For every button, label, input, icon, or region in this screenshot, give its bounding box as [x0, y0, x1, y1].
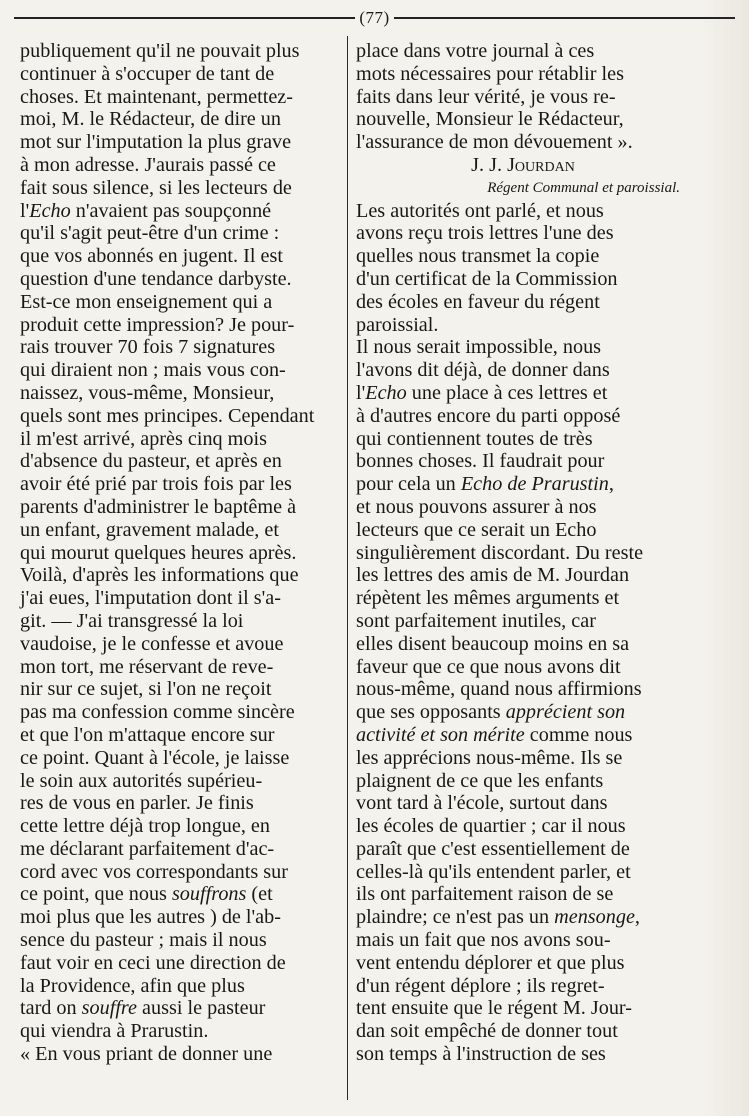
text-line: les écoles de quartier ; car il nous: [356, 815, 626, 838]
text-line: l'assurance de mon dévouement ».: [356, 131, 633, 154]
text-line: j'ai eues, l'imputation dont il s'a-: [20, 587, 281, 610]
column-divider: [347, 36, 348, 1100]
text-line: lecteurs que ce serait un Echo: [356, 518, 597, 541]
text-line: d'un certificat de la Commission: [356, 267, 618, 290]
text-line: l'avons dit déjà, de donner dans: [356, 359, 610, 382]
text-line: me déclarant parfaitement d'ac-: [20, 837, 275, 860]
text-line: qui mourut quelques heures après.: [20, 541, 297, 564]
text-line: choses. Et maintenant, permettez-: [20, 85, 293, 108]
left-column: [20, 40, 338, 1066]
text-line: ils ont parfaitement raison de se: [356, 883, 614, 906]
text-line: rais trouver 70 fois 7 signatures: [20, 336, 276, 359]
text-line: continuer à s'occuper de tant de: [20, 62, 275, 85]
text-line: mon tort, me réservant de reve-: [20, 655, 274, 678]
text-line: pas ma confession comme sincère: [20, 701, 295, 724]
text-line: fait sous silence, si les lecteurs de: [20, 176, 292, 199]
text-line: et nous pouvons assurer à nos: [356, 495, 597, 518]
text-line: faveur que ce que nous avons dit: [356, 655, 621, 678]
text-line: des écoles en faveur du régent: [356, 290, 600, 313]
text-line: pour cela un Echo de Prarustin,: [356, 473, 614, 496]
text-line: question d'une tendance darbyste.: [20, 267, 292, 290]
text-line: Il nous serait impossible, nous: [356, 336, 602, 359]
text-line: cette lettre déjà trop longue, en: [20, 815, 270, 838]
text-line: mot sur l'imputation la plus grave: [20, 131, 292, 154]
text-line: paroissial.: [356, 313, 439, 336]
page-number: (77): [359, 8, 390, 27]
text-line: les lettres des amis de M. Jourdan: [356, 564, 630, 587]
text-line: quelles nous transmet la copie: [356, 245, 600, 268]
text-line: git. — J'ai transgressé la loi: [20, 609, 244, 632]
text-line: Les autorités ont parlé, et nous: [356, 199, 604, 222]
text-line: publiquement qu'il ne pouvait plus: [20, 40, 300, 62]
text-line: avons reçu trois lettres l'une des: [356, 222, 614, 245]
text-line: bonnes choses. Il faudrait pour: [356, 450, 605, 473]
signature-title: Régent Communal et paroissial.: [487, 179, 680, 196]
text-line: nir sur ce sujet, si l'on ne reçoit: [20, 678, 272, 701]
text-line: l'Echo une place à ces lettres et: [356, 381, 608, 404]
text-line: quels sont mes principes. Cependant: [20, 404, 315, 427]
text-line: naissez, vous-même, Monsieur,: [20, 381, 275, 404]
text-line: activité et son mérite comme nous: [356, 723, 633, 746]
text-line: ce point, que nous souffrons (et: [20, 883, 273, 906]
text-line: il m'est arrivé, après cinq mois: [20, 427, 267, 450]
text-line: singulièrement discordant. Du reste: [356, 541, 644, 564]
text-line: sence du pasteur ; mais il nous: [20, 929, 267, 952]
text-line: qu'il s'agit peut-être d'un crime :: [20, 222, 280, 245]
text-line: d'absence du pasteur, et après en: [20, 450, 282, 473]
text-line: plaindre; ce n'est pas un mensonge,: [356, 906, 640, 929]
text-line: ce point. Quant à l'école, je laisse: [20, 746, 290, 769]
text-line: à mon adresse. J'aurais passé ce: [20, 153, 276, 176]
text-line: parents d'administrer le baptême à: [20, 495, 297, 518]
text-line: un enfant, gravement malade, et: [20, 518, 279, 541]
text-line: « En vous priant de donner une: [20, 1043, 273, 1066]
text-line: que ses opposants apprécient son: [356, 701, 626, 724]
text-line: qui viendra à Prarustin.: [20, 1020, 209, 1043]
text-line: produit cette impression? Je pour-: [20, 313, 295, 336]
text-line: paraît que c'est essentiellement de: [356, 837, 630, 860]
text-line: res de vous en parler. Je finis: [20, 792, 254, 815]
text-line: l'Echo n'avaient pas soupçonné: [20, 199, 272, 222]
page-header: [14, 6, 735, 30]
text-line: tent ensuite que le régent M. Jour-: [356, 997, 632, 1020]
text-line: elles disent beaucoup moins en sa: [356, 632, 630, 655]
text-line: dan soit empêché de donner tout: [356, 1020, 618, 1043]
text-line: Est-ce mon enseignement qui a: [20, 290, 273, 313]
text-line: les apprécions nous-même. Ils se: [356, 746, 623, 769]
text-line: nous-même, quand nous affirmions: [356, 678, 642, 701]
text-line: vont tard à l'école, surtout dans: [356, 792, 608, 815]
text-line: répètent les mêmes arguments et: [356, 587, 620, 610]
text-line: et que l'on m'attaque encore sur: [20, 723, 275, 746]
right-column-editorial: [356, 200, 680, 1066]
text-line: mais un fait que nos avons sou-: [356, 929, 611, 952]
text-line: son temps à l'instruction de ses: [356, 1043, 606, 1066]
text-line: plaignent de ce que les enfants: [356, 769, 604, 792]
text-line: place dans votre journal à ces: [356, 40, 595, 62]
text-line: d'un régent déplore ; ils regret-: [356, 974, 605, 997]
header-rule-left: [14, 17, 355, 19]
text-line: le soin aux autorités supérieu-: [20, 769, 263, 792]
right-column: [356, 40, 680, 1066]
text-line: la Providence, afin que plus: [20, 974, 245, 997]
page-edge-shadow: [700, 0, 749, 1116]
text-line: faits dans leur vérité, je vous re-: [356, 85, 616, 108]
text-line: faut voir en ceci une direction de: [20, 951, 286, 974]
text-line: qui diraient non ; mais vous con-: [20, 359, 286, 382]
text-line: celles-là qu'ils entendent parler, et: [356, 860, 631, 883]
text-line: cord avec vos correspondants sur: [20, 860, 288, 883]
text-line: nouvelle, Monsieur le Rédacteur,: [356, 108, 624, 131]
text-line: mots nécessaires pour rétablir les: [356, 62, 624, 85]
text-line: moi plus que les autres ) de l'ab-: [20, 906, 281, 929]
text-line: avoir été prié par trois fois par les: [20, 473, 292, 496]
text-line: à d'autres encore du parti opposé: [356, 404, 621, 427]
text-line: qui contiennent toutes de très: [356, 427, 593, 450]
text-line: vaudoise, je le confesse et avoue: [20, 632, 284, 655]
text-line: que vos abonnés en jugent. Il est: [20, 245, 283, 268]
text-line: sont parfaitement inutiles, car: [356, 609, 596, 632]
right-column-letter-end: [356, 40, 680, 154]
text-line: tard on souffre aussi le pasteur: [20, 997, 266, 1020]
text-line: moi, M. le Rédacteur, de dire un: [20, 108, 281, 131]
signature: J. J. Jourdan: [471, 153, 575, 176]
text-line: Voilà, d'après les informations que: [20, 564, 299, 587]
text-line: vent entendu déplorer et que plus: [356, 951, 625, 974]
header-rule-right: [394, 17, 735, 19]
